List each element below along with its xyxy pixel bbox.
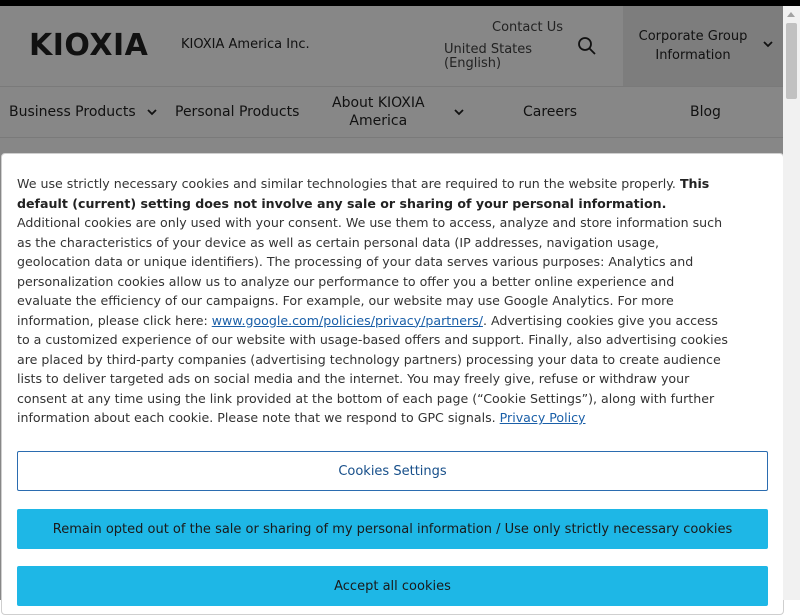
chevron-down-icon [762, 38, 774, 50]
corporate-line-1: Corporate Group [638, 29, 748, 44]
nav-business-label: Business Products [9, 104, 136, 120]
nav-blog[interactable] [690, 87, 721, 137]
page-scrollbar[interactable] [783, 6, 800, 600]
privacy-policy-link[interactable]: Privacy Policy [499, 410, 586, 425]
google-policy-link[interactable]: www.google.com/policies/privacy/partners/ [211, 312, 483, 328]
chevron-down-icon [146, 106, 158, 118]
nav-personal-products[interactable] [175, 87, 299, 137]
nav-about-label [332, 94, 425, 130]
nav-careers-label: Careers [523, 104, 578, 120]
scrollbar-thumb[interactable] [786, 23, 797, 99]
nav-blog-label: Blog [690, 104, 721, 120]
corporate-line-2: Information [655, 48, 731, 63]
region-language: (English) [444, 56, 502, 71]
search-icon[interactable] [577, 36, 597, 56]
corporate-group-label [631, 27, 755, 65]
nav-about-line-1: About KIOXIA [332, 95, 425, 111]
cookies-settings-button[interactable]: Cookies Settings [17, 451, 768, 491]
opt-out-button[interactable]: Remain opted out of the sale or sharing of my personal information / Use only strictly necessary cookies [17, 509, 768, 549]
scroll-up-arrow-icon[interactable] [787, 12, 795, 17]
chevron-down-icon [453, 106, 465, 118]
consent-body: Additional cookies are only used with your consent. We use them to access, analyze and store information such as the characteristics of your device as well as certain personal data (IP addresses, navigation usage, geolocation data or unique identifiers). The processing of your data serves various purposes: Analytics and personalization cookies allow us to analyze our performance to offer you a better online experience and evaluate the efficiency of our campaigns. For example, our website may use Google Analytics. For more information, please click here: [17, 215, 723, 328]
site-header [0, 6, 783, 87]
consent-text [17, 174, 732, 428]
consent-bold-statement: This default (current) setting does not involve any sale or sharing of your personal information. [17, 176, 710, 211]
main-navigation [0, 87, 783, 138]
consent-body-continued: . Advertising cookies give you access to a customized experience of our website with usage-based offers and support. Finally, also advertising cookies are placed by third-party companies (advertising technology partners) processing your data to create audience lists to deliver targeted ads on social media and the internet. You may freely give, refuse or withdraw your consent at any time using the link provided at the bottom of each page (“Cookie Settings”), along with further information about each cookie. Please note that we respond to GPC signals. [17, 312, 728, 425]
nav-careers[interactable] [523, 87, 577, 137]
nav-about[interactable] [332, 87, 465, 137]
nav-about-line-2: America [349, 113, 408, 129]
kioxia-logo[interactable]: KIOXIA [29, 28, 149, 63]
region-selector[interactable] [444, 43, 564, 71]
company-name[interactable]: KIOXIA America Inc. [181, 37, 310, 52]
accept-all-cookies-button[interactable]: Accept all cookies [17, 566, 768, 606]
nav-personal-label: Personal Products [175, 104, 300, 120]
contact-us-link[interactable]: Contact Us [492, 20, 563, 35]
consent-intro: We use strictly necessary cookies and similar technologies that are required to run the website properly. [17, 176, 680, 191]
region-country: United States [444, 42, 533, 57]
nav-business-products[interactable] [9, 87, 158, 137]
cookie-consent-dialog [1, 153, 784, 615]
corporate-group-menu[interactable] [623, 6, 783, 86]
